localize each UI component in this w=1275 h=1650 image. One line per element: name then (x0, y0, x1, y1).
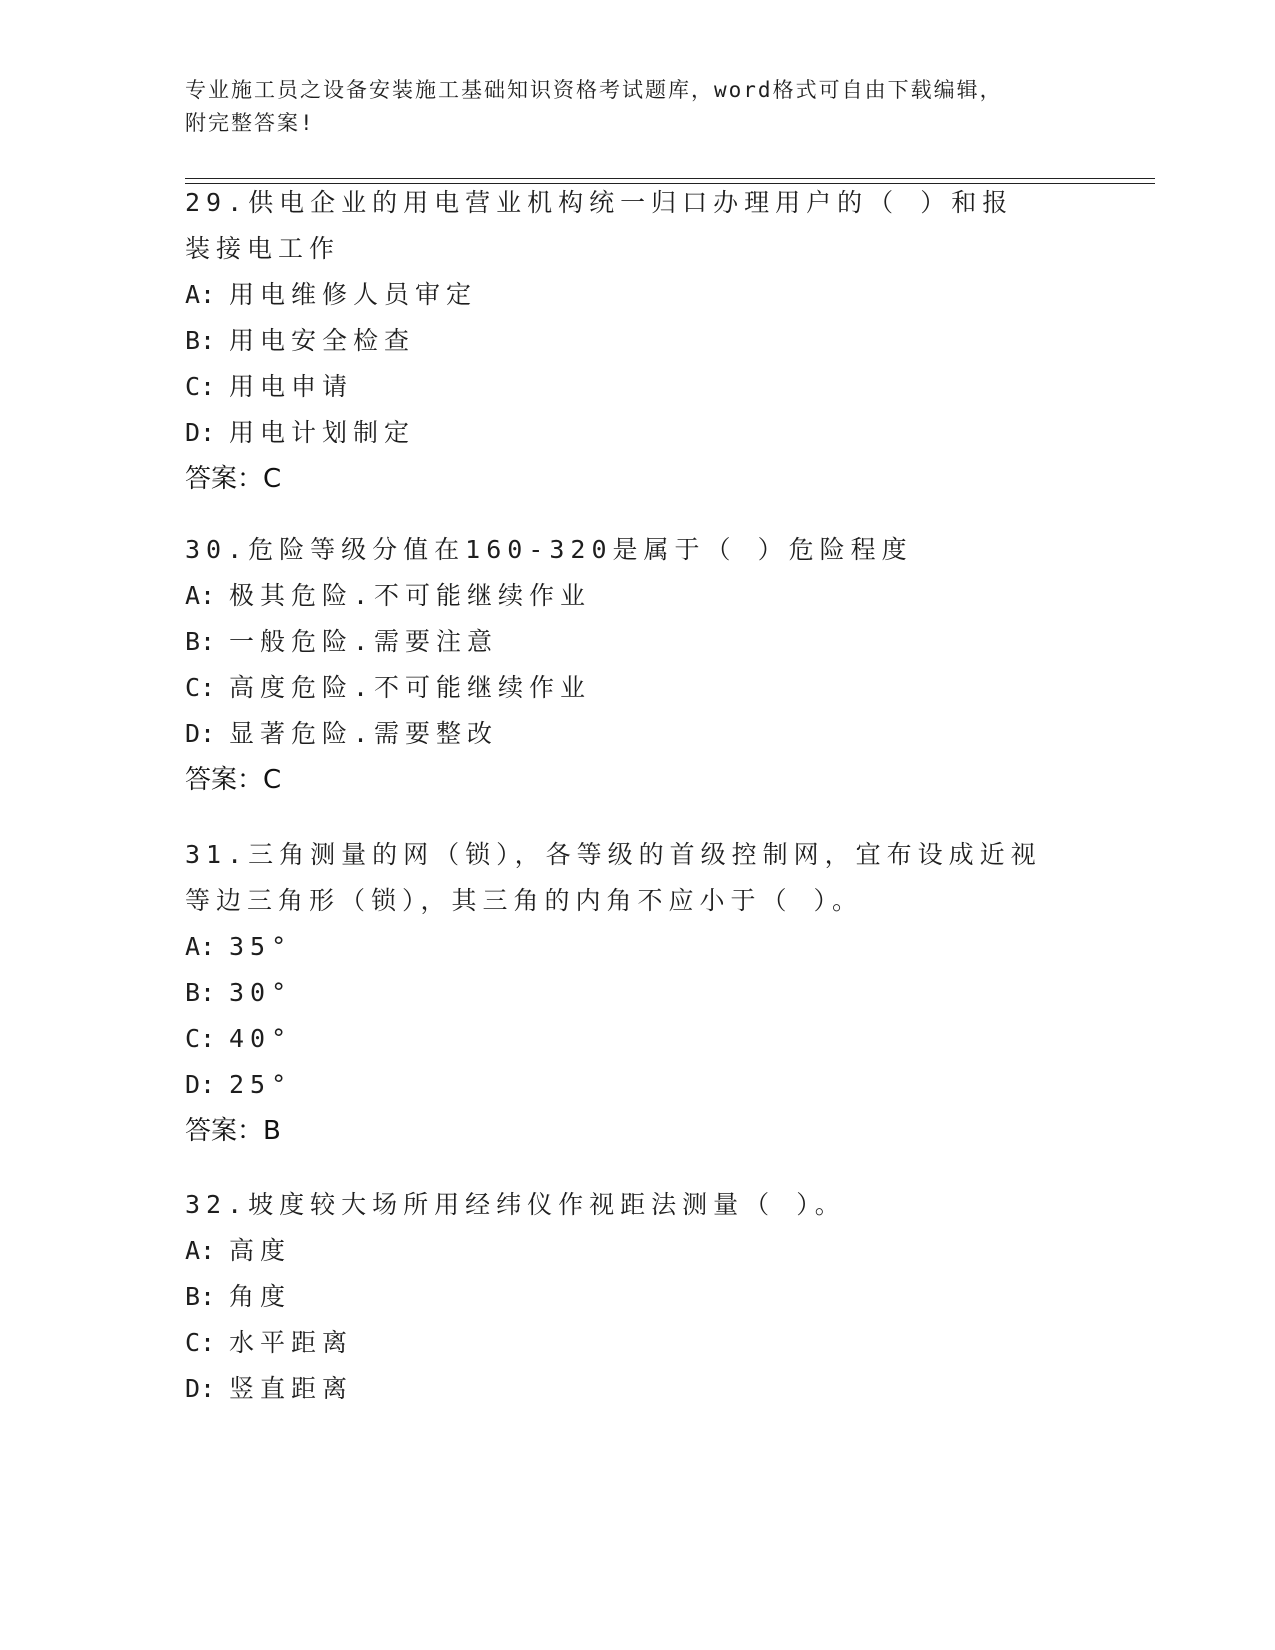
question-30 (185, 527, 1085, 803)
option-a (185, 924, 1085, 970)
option-letter: A: (185, 932, 216, 961)
option-a (185, 1228, 1085, 1274)
option-d (185, 1062, 1085, 1108)
option-letter: D: (185, 418, 216, 447)
option-text: 竖直距离 (229, 1374, 354, 1403)
option-letter: B: (185, 1282, 216, 1311)
question-31 (185, 832, 1085, 1154)
question-32 (185, 1182, 1085, 1412)
option-text: 水平距离 (229, 1328, 354, 1357)
option-d (185, 711, 1085, 757)
option-text: 角度 (229, 1282, 292, 1311)
option-text: 一般危险.需要注意 (229, 627, 499, 656)
answer-label: 答案：C (185, 765, 282, 795)
answer-label: 答案：C (185, 464, 282, 494)
option-letter: D: (185, 1374, 216, 1403)
option-c (185, 1320, 1085, 1366)
option-text: 显著危险.需要整改 (229, 719, 499, 748)
option-b (185, 619, 1085, 665)
option-letter: B: (185, 627, 216, 656)
document-header (185, 74, 1065, 140)
option-letter: A: (185, 581, 216, 610)
option-letter: C: (185, 1328, 216, 1357)
option-letter: A: (185, 1236, 216, 1265)
option-text: 用电安全检查 (229, 326, 416, 355)
option-text: 用电申请 (229, 372, 354, 401)
question-29 (185, 180, 1085, 502)
option-d (185, 410, 1085, 456)
header-divider-top (185, 178, 1155, 179)
question-stem: 31.三角测量的网（锁），各等级的首级控制网，宜布设成近视等边三角形（锁），其三角的内角不应小于（ ）。 (185, 840, 1042, 915)
option-c (185, 665, 1085, 711)
option-letter: A: (185, 280, 216, 309)
option-c (185, 364, 1085, 410)
question-stem: 29.供电企业的用电营业机构统一归口办理用户的（ ）和报装接电工作 (185, 188, 1014, 263)
option-letter: B: (185, 978, 216, 1007)
answer-label: 答案：B (185, 1116, 281, 1146)
option-letter: B: (185, 326, 216, 355)
option-d (185, 1366, 1085, 1412)
option-text: 25° (229, 1070, 293, 1099)
option-letter: C: (185, 673, 216, 702)
option-text: 用电计划制定 (229, 418, 416, 447)
option-text: 高度 (229, 1236, 292, 1265)
option-a (185, 272, 1085, 318)
question-stem: 32.坡度较大场所用经纬仪作视距法测量（ ）。 (185, 1190, 846, 1219)
option-letter: D: (185, 1070, 216, 1099)
option-b (185, 318, 1085, 364)
question-stem: 30.危险等级分值在160-320是属于（ ）危险程度 (185, 535, 913, 564)
option-text: 40° (229, 1024, 293, 1053)
option-b (185, 1274, 1085, 1320)
header-title-line-1: 专业施工员之设备安装施工基础知识资格考试题库，word格式可自由下载编辑， (185, 78, 1003, 102)
option-c (185, 1016, 1085, 1062)
option-text: 30° (229, 978, 293, 1007)
option-text: 极其危险.不可能继续作业 (229, 581, 592, 610)
option-text: 用电维修人员审定 (229, 280, 478, 309)
option-text: 高度危险.不可能继续作业 (229, 673, 592, 702)
option-letter: C: (185, 372, 216, 401)
option-letter: D: (185, 719, 216, 748)
header-title-line-2: 附完整答案! (185, 111, 315, 135)
option-a (185, 573, 1085, 619)
option-letter: C: (185, 1024, 216, 1053)
option-b (185, 970, 1085, 1016)
option-text: 35° (229, 932, 293, 961)
